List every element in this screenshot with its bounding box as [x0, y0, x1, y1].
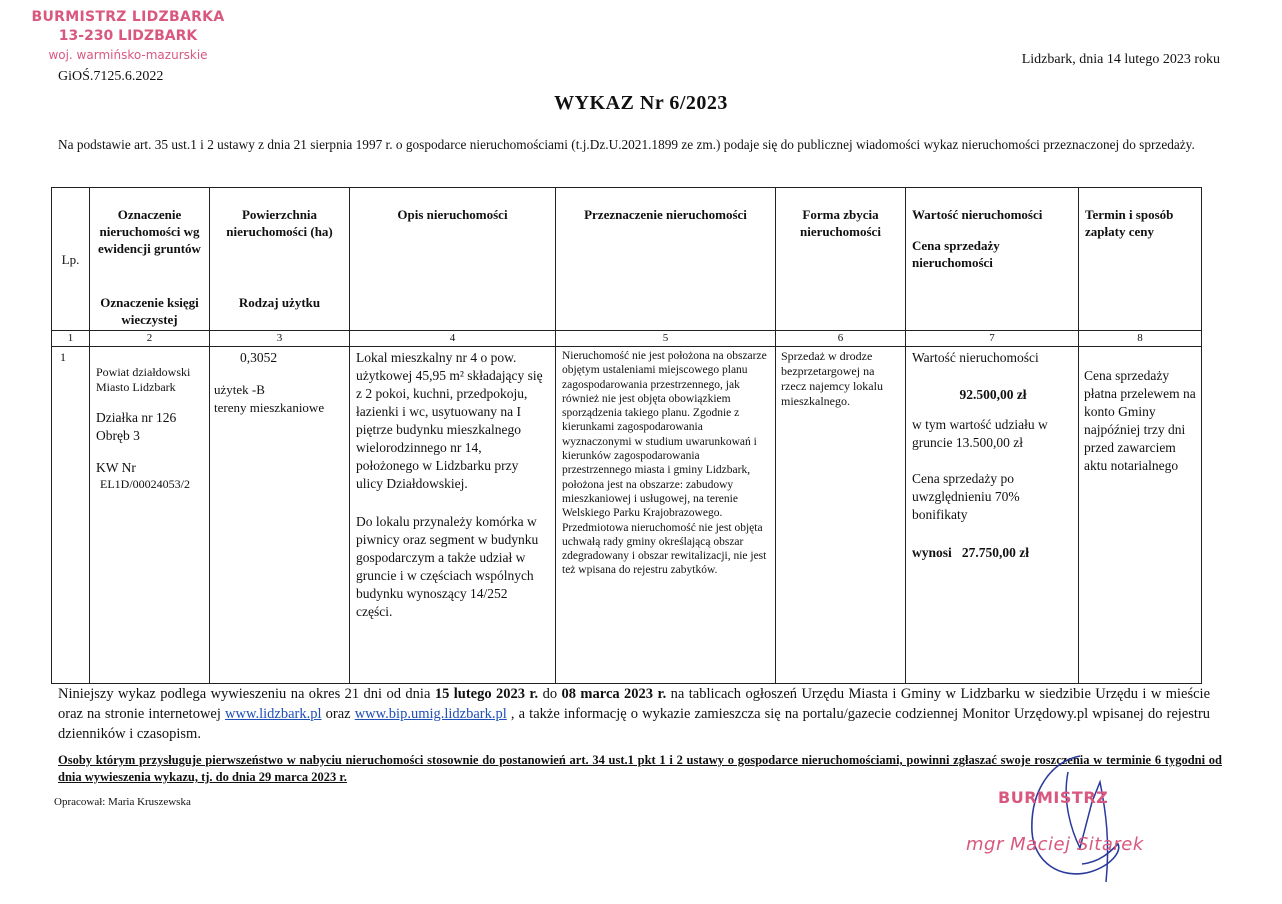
- header-designation: [90, 188, 210, 331]
- payment-terms: Cena sprzedaży płatna przelewem na konto Gminy najpóźniej trzy dni przed zawarciem aktu notarialnego: [1084, 368, 1196, 473]
- header-purpose-label: Przeznaczenie nieruchomości: [584, 207, 747, 222]
- land-register-number: EL1D/00024053/2: [100, 477, 190, 491]
- header-lp: [52, 188, 90, 331]
- header-lp-label: Lp.: [61, 251, 80, 267]
- header-value: [906, 188, 1079, 331]
- header-area-bottom: Rodzaj użytku: [238, 295, 321, 310]
- row-lp: [52, 347, 90, 684]
- header-designation-top: Oznaczenie nieruchomości wg ewidencji gruntów: [98, 207, 201, 256]
- signatory-title: BURMISTRZ: [998, 788, 1109, 807]
- header-purpose: [556, 188, 776, 331]
- header-payment: [1079, 188, 1202, 331]
- column-number: 4: [350, 331, 556, 347]
- row-purpose: [556, 347, 776, 684]
- stamp-line-2: 13-230 LIDZBARK: [58, 28, 198, 44]
- column-number: 8: [1079, 331, 1202, 347]
- header-area-top: Powierzchnia nieruchomości (ha): [226, 207, 333, 239]
- header-sale-form: [776, 188, 906, 331]
- posting-date-to: 08 marca 2023 r.: [561, 686, 667, 702]
- table-header-row: [52, 188, 1202, 331]
- bip-link[interactable]: www.bip.umig.lidzbark.pl: [354, 706, 507, 722]
- purpose-text: Nieruchomość nie jest położona na obszarze objętym ustaleniami miejscowego planu zagospodarowania przestrzennego, jak również nie jest objęta obowiązkiem sporządzenia takiego planu. Zgodnie z kierunkami zagospodarowania wyznaczonymi w studium uwarunkowań i kierunków zagospodarowania przestrzennego miasta i gminy Lidzbark, położona jest na obszarze: zabudowy mieszkaniowej i usługowej, na terenie Welskiego Parku Krajobrazowego. Przedmiotowa nieruchomość nie jest objęta uchwałą rady gminy określającą obszar zdegradowany i obszar rewitalizacji, nie jest też wpisana do rejestru zabytków.: [562, 350, 767, 577]
- sale-form-text: Sprzedaż w drodze bezprzetargowej na rzecz najemcy lokalu mieszkalnego.: [781, 349, 883, 408]
- price-after-discount: [912, 544, 1074, 562]
- column-number: 1: [52, 331, 90, 347]
- office-stamp: [28, 8, 228, 65]
- notice-text-2: do: [542, 686, 558, 702]
- town: Miasto Lidzbark: [96, 380, 176, 394]
- row-payment: [1079, 347, 1202, 684]
- plot-number: Działka nr 126: [96, 410, 177, 425]
- stamp-line-1: BURMISTRZ LIDZBARKA: [31, 9, 225, 25]
- county: Powiat działdowski: [96, 365, 191, 379]
- header-area: [210, 188, 350, 331]
- row-sale-form: [776, 347, 906, 684]
- column-number: 7: [906, 331, 1079, 347]
- area-value: 0,3052: [240, 350, 278, 365]
- notice-text-5: , a także informację o wykazie zamieszcza się na portalu/gazecie codziennej Monitor Urzędowy.pl wpisanej do rejestru dzienników i czasopism.: [58, 706, 1211, 742]
- column-number: 2: [90, 331, 210, 347]
- header-designation-bottom: Oznaczenie księgi wieczystej: [100, 295, 199, 327]
- value-amount: 92.500,00 zł: [959, 387, 1027, 402]
- row-description: [350, 347, 556, 684]
- header-description: [350, 188, 556, 331]
- land-share-value: w tym wartość udziału w gruncie 13.500,00 zł: [912, 417, 1048, 450]
- land-register-label: KW Nr: [96, 460, 136, 475]
- intro-paragraph: Na podstawie art. 35 ust.1 i 2 ustawy z dnia 21 sierpnia 1997 r. o gospodarce nieruchomościami (t.j.Dz.U.2021.1899 ze zm.) podaje się do publicznej wiadomości wykaz nieruchomości przeznaczonej do sprzedaży.: [58, 137, 1195, 152]
- row-value: [906, 347, 1079, 684]
- description-paragraph-2: Do lokalu przynależy komórka w piwnicy oraz segment w budynku gospodarczym a także udział w gruncie i w częściach wspólnych budynku wynoszący 14/252 części.: [356, 514, 539, 619]
- price-value: 27.750,00 zł: [961, 545, 1030, 560]
- land-use-type: użytek -B: [214, 382, 265, 397]
- stamp-line-3: woj. warmińsko-mazurskie: [48, 48, 208, 62]
- value-label: Wartość nieruchomości: [912, 350, 1039, 365]
- notice-text-1: Niniejszy wykaz podlega wywieszeniu na okres 21 dni od dnia: [58, 686, 431, 702]
- header-description-label: Opis nieruchomości: [397, 207, 508, 222]
- land-use-description: tereny mieszkaniowe: [214, 400, 325, 415]
- signatory-name: mgr Maciej Sitarek: [966, 834, 1144, 855]
- header-sale-form-label: Forma zbycia nieruchomości: [800, 207, 881, 239]
- notice-text-4: oraz: [325, 706, 351, 722]
- table-row: [52, 347, 1202, 684]
- website-link[interactable]: www.lidzbark.pl: [225, 706, 322, 722]
- header-value-bottom: Cena sprzedaży nieruchomości: [912, 238, 1000, 270]
- row-designation: [90, 347, 210, 684]
- description-paragraph-1: Lokal mieszkalny nr 4 o pow. użytkowej 45,95 m² składający się z 2 pokoi, kuchni, przedpokoju, łazienki i wc, usytuowany na I piętrze budynku mieszkalnego wielorodzinnego nr 14, położonego w Lidzbarku przy ulicy Działdowskiej.: [356, 350, 543, 491]
- prepared-by: Opracował: Maria Kruszewska: [54, 796, 191, 808]
- property-table: [51, 187, 1202, 684]
- priority-claim-note: Osoby którym przysługuje pierwszeństwo w nabyciu nieruchomości stosownie do postanowień art. 34 ust.1 pkt 1 i 2 ustawy o gospodarce nieruchomościami, powinni zgłaszać swoje roszczenia w terminie 6 tygodni od dnia wywieszenia wykazu, tj. do dnia 29 marca 2023 r.: [58, 753, 1222, 784]
- header-payment-label: Termin i sposób zapłaty ceny: [1085, 207, 1174, 239]
- column-number: 5: [556, 331, 776, 347]
- header-value-top: Wartość nieruchomości: [912, 207, 1043, 222]
- posting-notice: [58, 684, 1210, 744]
- notice-text-3: na tablicach ogłoszeń Urzędu Miasta i Gminy w Lidzbarku w siedzibie Urzędu i w mieście oraz na stronie internetowej: [58, 686, 1211, 722]
- reference-number: GiOŚ.7125.6.2022: [58, 69, 164, 84]
- row-area: [210, 347, 350, 684]
- column-number: 3: [210, 331, 350, 347]
- precinct: Obręb 3: [96, 428, 140, 443]
- place-and-date: Lidzbark, dnia 14 lutego 2023 roku: [1021, 52, 1220, 67]
- column-number: 6: [776, 331, 906, 347]
- handwritten-signature: [1010, 752, 1140, 892]
- price-after-discount-label: Cena sprzedaży po uwzględnieniu 70% bonifikaty: [912, 471, 1020, 522]
- row-lp-value: 1: [60, 350, 66, 364]
- posting-date-from: 15 lutego 2023 r.: [434, 686, 539, 702]
- price-prefix: wynosi: [912, 545, 952, 560]
- column-number-row: [52, 331, 1202, 347]
- document-title: WYKAZ Nr 6/2023: [554, 92, 728, 114]
